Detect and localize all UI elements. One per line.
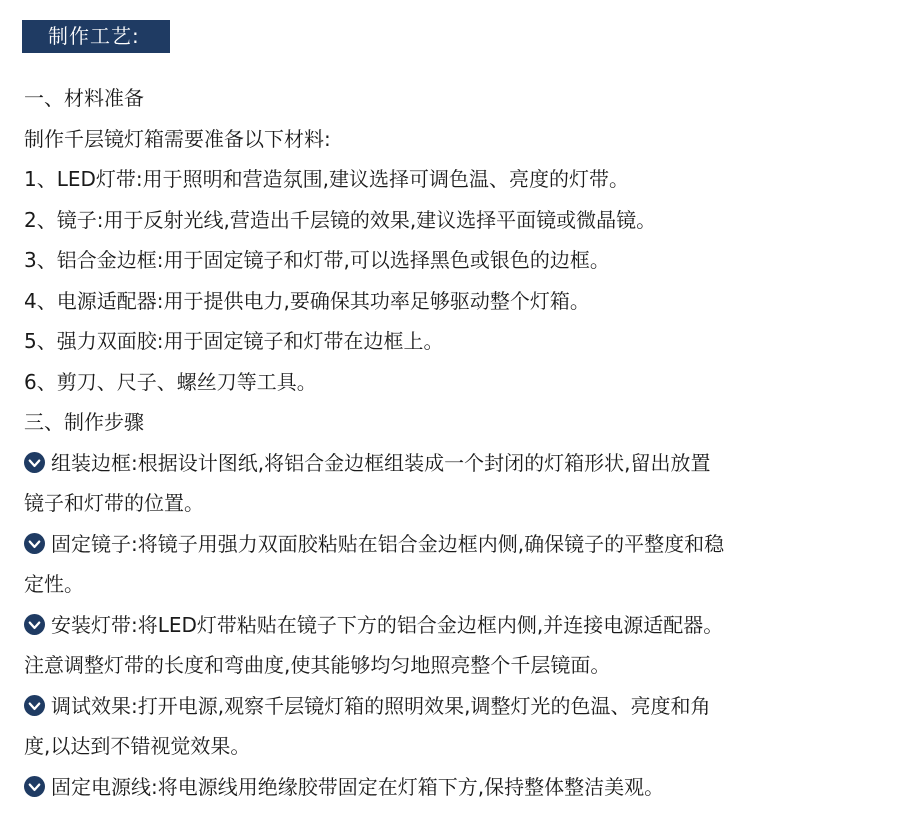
material-item: 2、镜子:用于反射光线,营造出千层镜的效果,建议选择平面镜或微晶镜。 <box>24 207 657 232</box>
section-header-title: 制作工艺: <box>48 24 140 48</box>
step-text-line1: 组装边框:根据设计图纸,将铝合金边框组装成一个封闭的灯箱形状,留出放置 <box>51 450 711 475</box>
step-item <box>24 767 890 808</box>
check-circle-icon <box>24 776 45 797</box>
materials-intro: 制作千层镜灯箱需要准备以下材料: <box>24 126 331 151</box>
section-title-materials: 一、材料准备 <box>24 86 144 110</box>
step-text-line1: 调试效果:打开电源,观察千层镜灯箱的照明效果,调整灯光的色温、亮度和角 <box>51 693 711 718</box>
check-circle-icon <box>24 452 45 473</box>
section-title-steps: 三、制作步骤 <box>24 410 144 434</box>
section-header-badge <box>22 20 170 53</box>
step-item <box>24 443 890 524</box>
step-text-line1: 固定电源线:将电源线用绝缘胶带固定在灯箱下方,保持整体整洁美观。 <box>51 774 665 799</box>
step-text-line1: 安装灯带:将LED灯带粘贴在镜子下方的铝合金边框内侧,并连接电源适配器。 <box>51 612 724 637</box>
step-text-line2: 定性。 <box>24 572 84 596</box>
article-body <box>24 78 890 807</box>
material-item: 6、剪刀、尺子、螺丝刀等工具。 <box>24 369 317 394</box>
step-item <box>24 524 890 605</box>
step-item <box>24 686 890 767</box>
step-text-line2: 注意调整灯带的长度和弯曲度,使其能够均匀地照亮整个千层镜面。 <box>24 653 611 677</box>
material-item: 3、铝合金边框:用于固定镜子和灯带,可以选择黑色或银色的边框。 <box>24 248 610 272</box>
step-text-line2: 镜子和灯带的位置。 <box>24 491 204 515</box>
step-text-line1: 固定镜子:将镜子用强力双面胶粘贴在铝合金边框内侧,确保镜子的平整度和稳 <box>51 531 725 556</box>
step-text-line2: 度,以达到不错视觉效果。 <box>24 734 251 758</box>
material-item: 1、LED灯带:用于照明和营造氛围,建议选择可调色温、亮度的灯带。 <box>24 167 629 191</box>
check-circle-icon <box>24 533 45 554</box>
step-item <box>24 605 890 686</box>
material-item: 4、电源适配器:用于提供电力,要确保其功率足够驱动整个灯箱。 <box>24 288 590 313</box>
check-circle-icon <box>24 614 45 635</box>
check-circle-icon <box>24 695 45 716</box>
material-item: 5、强力双面胶:用于固定镜子和灯带在边框上。 <box>24 329 444 353</box>
